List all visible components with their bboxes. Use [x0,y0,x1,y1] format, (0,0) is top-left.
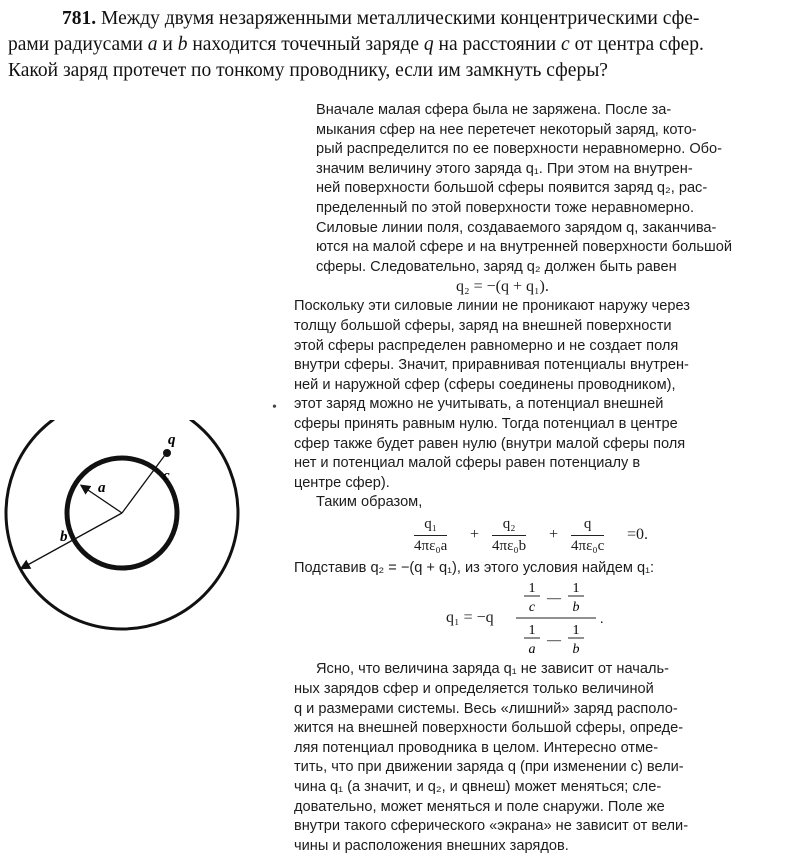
problem-line-2-part: находится точечный заряде [187,34,424,55]
num-1-over-c-bottom: c [528,600,536,616]
text-line: рый распределится по ее поверхности неравномерно. Обо- [316,141,723,158]
fraction-3-denominator: 4πε₀c [571,538,605,555]
text-line: ных зарядов сфер и определяется только величиной [294,681,654,698]
minus-sign: — [547,633,561,649]
substituting-line: Подставив q₂ = −(q + q₁), из этого условия найдем q₁: [294,559,655,576]
num-1-over-c-top: 1 [528,581,536,597]
problem-line-2-part: на расстоянии [433,34,562,55]
den-1-over-b-bottom: b [572,642,580,658]
period: . [600,612,604,628]
text-line: q и размерами системы. Весь «лишний» заряд располо- [294,700,678,717]
problem-number: 781. [62,8,97,29]
paragraph-1 [294,101,780,277]
problem-statement [8,6,786,84]
solution [294,101,780,856]
text-line: тить, что при движении заряда q (при изменении c) вели- [294,759,684,776]
den-1-over-a-top: 1 [528,623,536,639]
paragraph-3 [294,660,780,856]
text-line: этой сферы распределен равномерно и не создает поля [294,337,679,354]
fraction-1-denominator: 4πε₀a [414,538,448,555]
point-charge-q [163,449,171,457]
text-line: чина q₁ (а значит, и q₂, и qвнеш) может меняться; сле- [294,779,662,796]
text-line: довательно, может меняться и поле снаружи. Поле же [294,798,665,815]
text-line: внутри сферы. Значит, приравнивая потенциалы внутрен- [294,357,689,374]
q1-lhs: q₁ = −q [446,609,494,627]
label-a: a [98,480,106,496]
label-c: c [163,468,170,484]
text-line: толщу большой сферы, заряд на внешней поверхности [294,317,672,334]
text-line: сферы принять равным нулю. Тогда потенциал в центре [294,415,678,432]
num-1-over-b-top: 1 [572,581,580,597]
text-line: внутри такого сферического «экрана» не зависит от вели- [294,818,689,835]
text-line: чины и расположения внешних зарядов. [294,837,569,854]
fraction-2 [492,515,526,557]
var-b: b [177,34,188,55]
text-line: значим величину этого заряда q₁. При этом на внутрен- [316,160,693,177]
text-line: центре сфер). [294,474,390,491]
label-q: q [168,432,176,448]
fraction-3 [571,515,604,557]
concentric-spheres-diagram [0,420,245,660]
problem-line-2-part: и [157,34,178,55]
plus-sign: + [549,525,559,543]
problem-line-3: Какой заряд протечет по тонкому проводнику, если им замкнуть сферы? [8,60,608,81]
text-line: ются на малой сфере и на внутренней поверхности большой [316,239,732,256]
equals-zero: =0. [627,525,649,543]
outer-sphere [6,420,238,629]
equation-potential-sum [294,513,780,559]
radius-b-arrow [22,513,122,568]
problem-line-2-part: рами радиусами [8,34,148,55]
fraction-2-denominator: 4πε₀b [492,538,527,555]
fraction-1 [414,515,447,557]
text-line: Поскольку эти силовые линии не проникают наружу через [294,298,690,315]
q1-fraction [514,578,634,660]
formula-q2-text: q₂ = −(q + q₁). [456,278,549,296]
text-line: ляя потенциал проводника в целом. Интересно отме- [294,739,659,756]
text-line: этот заряд можно не учитывать, а потенциал внешней [294,396,664,413]
paragraph-2 [294,297,780,493]
text-line: Силовые линии поля, создаваемого зарядом q, заканчива- [316,219,717,236]
problem-line-2-part: от центра сфер. [569,34,704,55]
minus-sign: — [547,591,561,607]
den-1-over-b-top: 1 [572,623,580,639]
fraction-2-numerator: q₂ [492,515,526,537]
label-b: b [60,529,68,545]
text-line: жится на внешней поверхности большой сферы, опреде- [294,720,684,737]
formula-q2 [294,277,780,297]
equation-q1 [294,578,780,660]
var-q: q [423,34,434,55]
var-c: c [561,34,570,55]
text-line: сферы. Следовательно, заряд q₂ должен быть равен [316,258,677,275]
text-line: нет и потенциал малой сферы равен потенциалу в [294,455,641,472]
fraction-3-numerator: q [571,515,604,537]
text-line: сфер также будет равен нулю (внутри малой сферы поля [294,435,686,452]
problem-line-1: Между двумя незаряженными металлическими концентрическими сфе- [101,8,700,29]
thus-line: Таким образом, [316,494,423,511]
margin-dot: • [272,400,277,415]
fraction-1-numerator: q₁ [414,515,447,537]
text-line: мыкания сфер на нее перетечет некоторый заряд, кото- [316,121,697,138]
text-line: Вначале малая сфера была не заряжена. После за- [316,102,672,118]
text-line: Ясно, что величина заряда q₁ не зависит от началь- [316,661,669,678]
num-1-over-b-bottom: b [572,600,580,616]
text-line: пределенный по этой поверхности тоже неравномерно. [316,199,695,216]
text-line: ней и наружной сфер (сферы соединены проводником), [294,376,676,393]
plus-sign: + [470,525,480,543]
var-a: a [147,34,158,55]
den-1-over-a-bottom: a [528,642,536,658]
text-line: ней поверхности большой сферы появится заряд q₂, рас- [316,180,708,197]
